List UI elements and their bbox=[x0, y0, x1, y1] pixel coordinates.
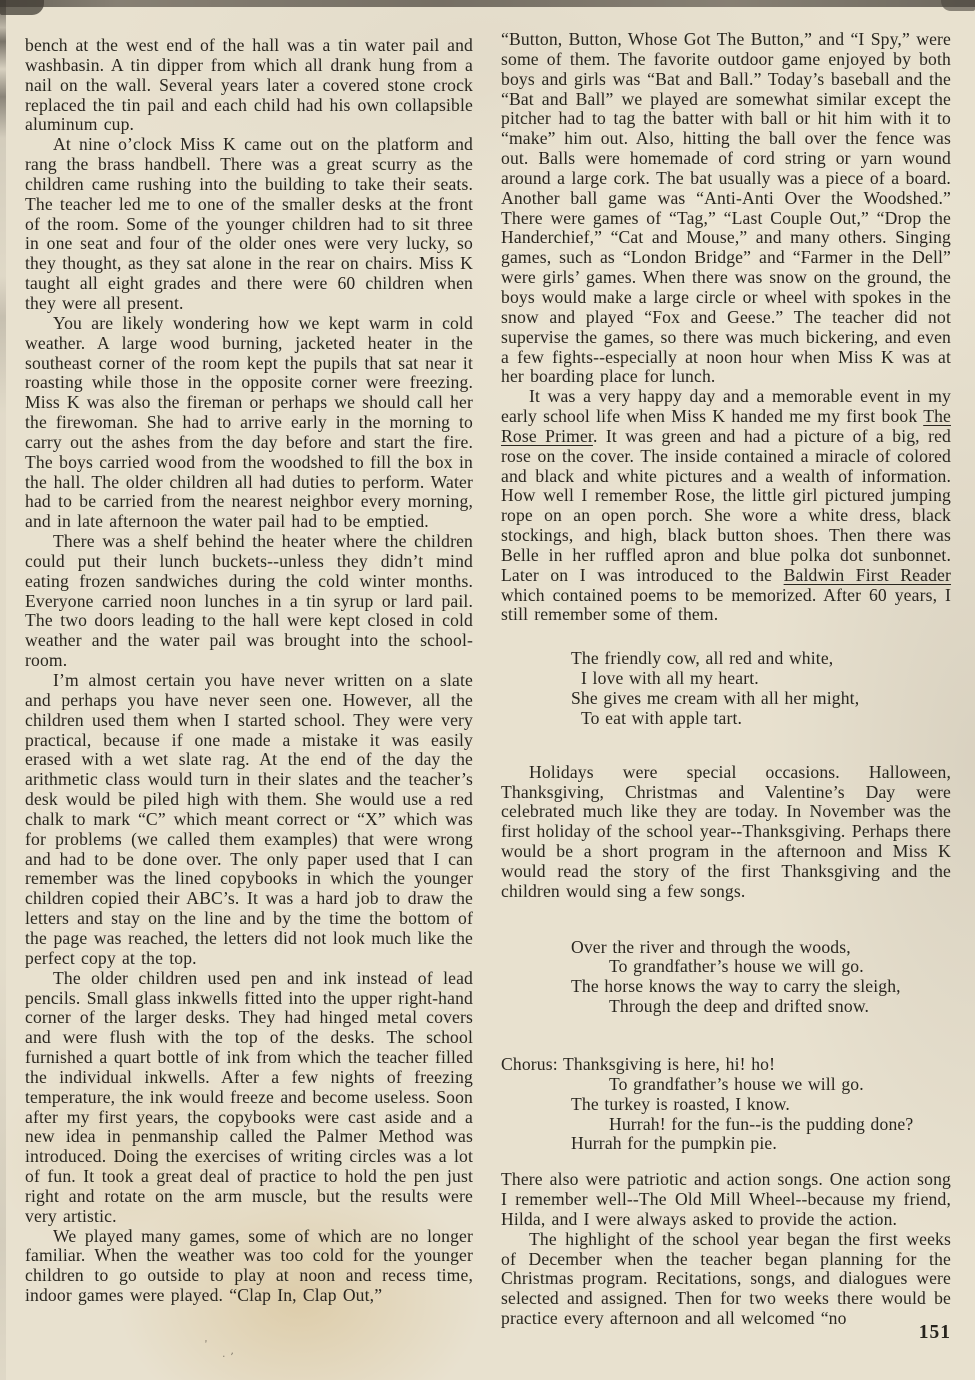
verse-line: I love with all my heart. bbox=[581, 668, 759, 689]
verse-line: She gives me cream with all her might, bbox=[571, 688, 860, 708]
page-number: 151 bbox=[918, 1322, 951, 1343]
paragraph bbox=[25, 969, 473, 1227]
text-run: At nine o’clock Miss K came out on the platform and rang the brass handbell. There was a great scurry as the children came rushing into the building to take their seats. The teacher led me to one of the smaller desks at the front of the room. Some of the younger children had to sit three in one seat and four of the older ones were very lucky, so they thought, as they sat alone in the rear on chairs. Miss K taught all eight grades and there were 60 children when they were all present. bbox=[25, 134, 473, 313]
left-text-column bbox=[25, 36, 473, 1306]
verse-line: The friendly cow, all red and white, bbox=[571, 648, 834, 669]
verse-line: The horse knows the way to carry the sleigh, bbox=[571, 976, 901, 997]
verse-line: Hurrah! for the fun--is the pudding done? bbox=[609, 1113, 914, 1134]
paragraph bbox=[501, 30, 951, 387]
poem-chorus bbox=[501, 1055, 951, 1154]
text-run: which contained poems to be memorized. After 60 years, I still remember some of them. bbox=[501, 584, 951, 625]
paragraph bbox=[25, 36, 473, 135]
verse-line: To grandfather’s house we will go. bbox=[609, 956, 864, 977]
text-run: You are likely wondering how we kept warm in cold weather. A large wood burning, jacketed heater in the southeast corner of the room kept the pupils that sat near it roasting while those in the opposite corner were freezing. Miss K was also the fireman or perhaps we should call her the firewoman. She had to arrive early in the morning to carry out the ashes from the day before and start the fire. The boys carried wood from the woodshed to fill the box in the hall. The older children all had duties to perform. Water had to be carried from the nearest neighbor every morning, and in late afternoon the water pail had to be emptied. bbox=[25, 312, 473, 532]
underlined-book-title: Baldwin First Reader bbox=[783, 564, 952, 585]
text-run: “Button, Button, Whose Got The Button,” and “I Spy,” were some of them. The favorite outdoor game enjoyed by both boys and girls was “Bat and Ball.” Today’s baseball and the “Bat and Ball” we played are somewhat similar except the pitcher had to tag the batter with ball or hit him with it to “make” him out. Also, hitting the ball over the fence was out. Balls were homemade of cord string or yarn wound around a large cork. The bat usually was a piece of a board. Another ball game was “Anti-Anti Over the Woodshed.” There were games of “Tag,” “Last Couple Out,” “Drop the Handerchief,” “Cat and Mouse,” and many others. Singing games, such as “London Bridge” and “Farmer in the Dell” were girls’ games. When there was snow on the ground, the boys would make a large circle or wheel with spokes in the snow and played “Fox and Geese.” The teacher did not supervise the games, so there was much bickering, and even a few fights--especially at noon hour when Miss K was at her boarding place for lunch. bbox=[501, 29, 951, 387]
underlined-book-title: The Rose Primer bbox=[501, 406, 951, 446]
text-run: The highlight of the school year began the first weeks of December when the teacher began planning for the Christmas program. Recitations, songs, and dialogues were selected and assigned. Then for two weeks there would be practice every afternoon and all welcomed “no bbox=[501, 1228, 951, 1329]
paragraph bbox=[501, 763, 951, 902]
poem-over-the-river bbox=[501, 938, 951, 1017]
pencil-mark: , bbox=[229, 1343, 236, 1358]
verse-line: Through the deep and drifted snow. bbox=[609, 996, 870, 1017]
text-run: The older children used pen and ink instead of lead pencils. Small glass inkwells fitted into the upper right-hand corner of the larger desks. They had hinged metal covers and were flush with the top of the desks. The school furnished a quart bottle of ink from which the teacher filled the individual inkwells. After a few nights of freezing temperature, the ink would freeze and become useless. Soon after my first years, the copybooks were cast aside and a new idea in penmanship called the Palmer Method was introduced. Doing the exercises of writing circles was a lot of fun. It took a great deal of practice to hold the pen just right and rotate on the arm muscle, but the results were very artistic. bbox=[25, 967, 473, 1226]
paragraph bbox=[25, 314, 473, 532]
paragraph bbox=[25, 532, 473, 671]
text-run: . It was green and had a picture of a big, red rose on the cover. The inside contained a miracle of colored and black and white pictures and a wealth of information. How well I remember Rose, the little girl pictured jumping rope on an open porch. She wore a white dress, black stockings, and high, black button shoes. Then there was Belle in her ruffled apron and blue polka dot sunbonnet. Later on I was introduced to the bbox=[501, 425, 952, 585]
text-run: I’m almost certain you have never written on a slate and perhaps you have never seen one. However, all the children used them when I started school. They were very practical, because if one made a mistake it was easily erased with a wet slate rag. At the end of the day the arithmetic class would turn in their slates and the teacher’s desk would be piled high with them. She would use a red chalk to mark “C” which meant correct or “X” which was for problems (we called them examples) that were wrong and had to be done over. The only paper used that I can remember was the lined copybooks in which the younger children copied their ABC’s. It was a hard job to draw the letters and stay on the line and by the time the bottom of the page was reached, the letters did not look much like the perfect copy at the top. bbox=[25, 670, 473, 968]
paragraph bbox=[25, 1227, 473, 1306]
verse-line: Hurrah for the pumpkin pie. bbox=[571, 1133, 777, 1154]
top-right-corner-shadow bbox=[941, 0, 975, 11]
text-run: Holidays were special occasions. Halloween, Thanksgiving, Christmas and Valentine’s Day were celebrated much like they are today. In November was the first holiday of the school year--Thanksgiving. Perhaps there would be a short program in the afternoon and Miss K would read the story of the first Thanksgiving and the children would sing a few songs. bbox=[501, 761, 951, 901]
text-run: It was a very happy day and a memorable event in my early school life when Miss K handed me my first book bbox=[501, 386, 951, 427]
verse-line: To eat with apple tart. bbox=[581, 707, 743, 728]
verse-line: Over the river and through the woods, bbox=[571, 936, 851, 957]
poem-friendly-cow bbox=[501, 649, 951, 728]
paragraph bbox=[501, 1230, 951, 1329]
text-run: There also were patriotic and action songs. One action song I remember well--The Old Mill Wheel--because my friend, Hilda, and I were always asked to provide the action. bbox=[501, 1169, 951, 1229]
top-left-corner-shadow bbox=[0, 0, 44, 15]
page-top-edge-shadow bbox=[0, 0, 975, 7]
pencil-mark: ’ bbox=[203, 1337, 211, 1352]
text-run: There was a shelf behind the heater where the children could put their lunch buckets--unless they didn’t mind eating frozen sandwiches during the cold winter months. Everyone carried noon lunches in a tin syrup or lard pail. The two doors leading to the hall were kept closed in cold weather and the water pail was brought into the school-room. bbox=[25, 531, 473, 671]
page-left-edge-shadow bbox=[0, 0, 6, 1380]
right-text-column bbox=[501, 30, 951, 1329]
verse-line: The turkey is roasted, I know. bbox=[571, 1093, 790, 1114]
paragraph bbox=[25, 135, 473, 314]
verse-line: To grandfather’s house we will go. bbox=[609, 1073, 864, 1094]
verse-line: Chorus: Thanksgiving is here, hi! ho! bbox=[501, 1053, 776, 1074]
text-run: bench at the west end of the hall was a tin water pail and washbasin. A tin dipper from which all drank hung from a nail on the wall. Several years later a covered stone crock replaced the tin pail and each child had his own collapsible aluminum cup. bbox=[25, 35, 473, 135]
paragraph bbox=[25, 671, 473, 969]
pencil-mark: · bbox=[222, 1350, 226, 1363]
paragraph bbox=[501, 387, 951, 625]
paragraph bbox=[501, 1170, 951, 1230]
text-run: We played many games, some of which are no longer familiar. When the weather was too cold for the younger children to go outside to play at noon and recess time, indoor games were played. “Clap In, Clap Out,” bbox=[25, 1225, 473, 1306]
